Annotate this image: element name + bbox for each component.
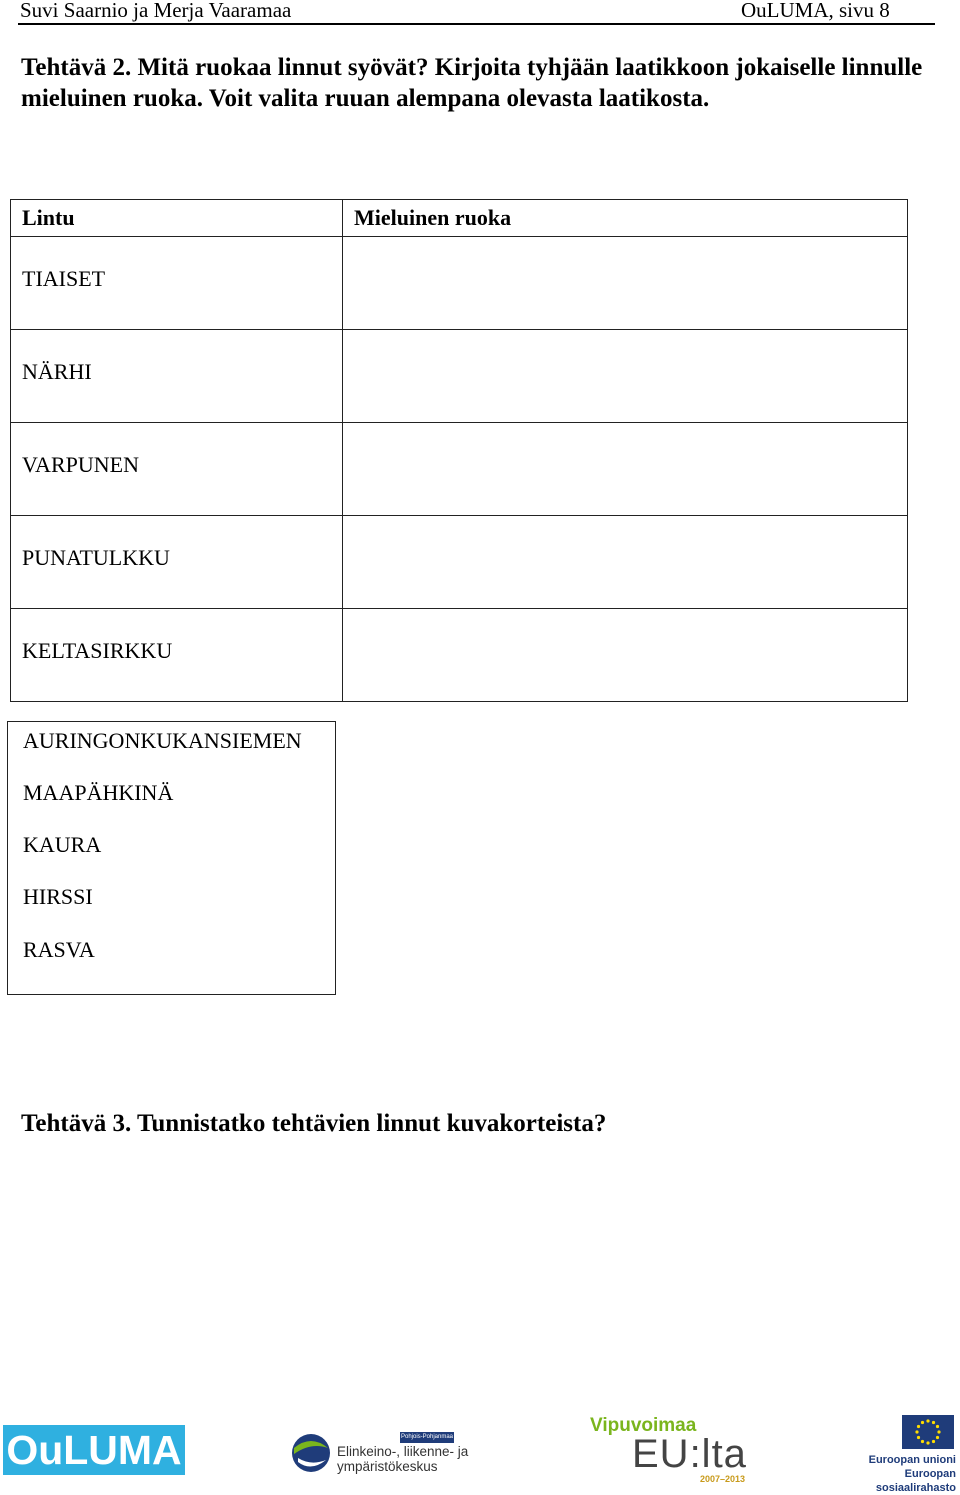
ely-region-tag: Pohjois-Pohjanmaa [400,1432,454,1443]
column-header-bird: Lintu [11,200,343,237]
oluma-logo: OuLUMA [3,1425,185,1475]
ely-centre-name [337,1444,468,1474]
table-header-row [11,200,908,237]
bird-name: TIAISET [11,237,343,330]
bird-name: VARPUNEN [11,423,343,516]
eu-fund-label [836,1453,956,1495]
column-header-food: Mieluinen ruoka [343,200,908,237]
header-divider [18,23,935,25]
table-row [11,423,908,516]
food-option: MAAPÄHKINÄ [23,780,174,805]
food-option: HIRSSI [23,884,93,909]
table-row [11,609,908,702]
bird-name: KELTASIRKKU [11,609,343,702]
table-row [11,516,908,609]
vipuvoimaa-title: Vipuvoimaa [590,1415,697,1436]
food-answer-cell[interactable] [343,423,908,516]
bird-name: NÄRHI [11,330,343,423]
bird-food-table [10,199,908,702]
ely-centre-logo-icon [290,1432,332,1474]
food-answer-cell[interactable] [343,237,908,330]
table-row [11,237,908,330]
task2-instructions: Tehtävä 2. Mitä ruokaa linnut syövät? Kirjoita tyhjään laatikkoon jokaiselle linnulle mieluinen ruoka. Voit valita ruuan alempana olevasta laatikosta. [21,54,923,112]
eu-label-line: Euroopan sosiaalirahasto [875,1468,956,1494]
food-option: AURINGONKUKANSIEMEN [23,728,302,753]
food-option: RASVA [23,937,95,962]
food-answer-cell[interactable] [343,516,908,609]
food-answer-cell[interactable] [343,609,908,702]
ely-name-line: Elinkeino-, liikenne- ja [337,1444,469,1459]
header-page-label: OuLUMA, sivu 8 [741,0,890,22]
eu-label-line: Euroopan unioni [868,1454,956,1466]
food-answer-cell[interactable] [343,330,908,423]
food-options-box [7,721,336,995]
table-row [11,330,908,423]
bird-name: PUNATULKKU [11,516,343,609]
vipuvoimaa-years: 2007–2013 [700,1474,746,1484]
ely-name-line: ympäristökeskus [337,1459,438,1474]
food-option: KAURA [23,832,102,857]
eu-flag-icon [902,1415,954,1449]
task3-question: Tehtävä 3. Tunnistatko tehtävien linnut kuvakorteista? [21,1110,607,1137]
vipuvoimaa-eu-text: EU:lta [632,1432,747,1476]
header-authors: Suvi Saarnio ja Merja Vaaramaa [20,0,292,22]
